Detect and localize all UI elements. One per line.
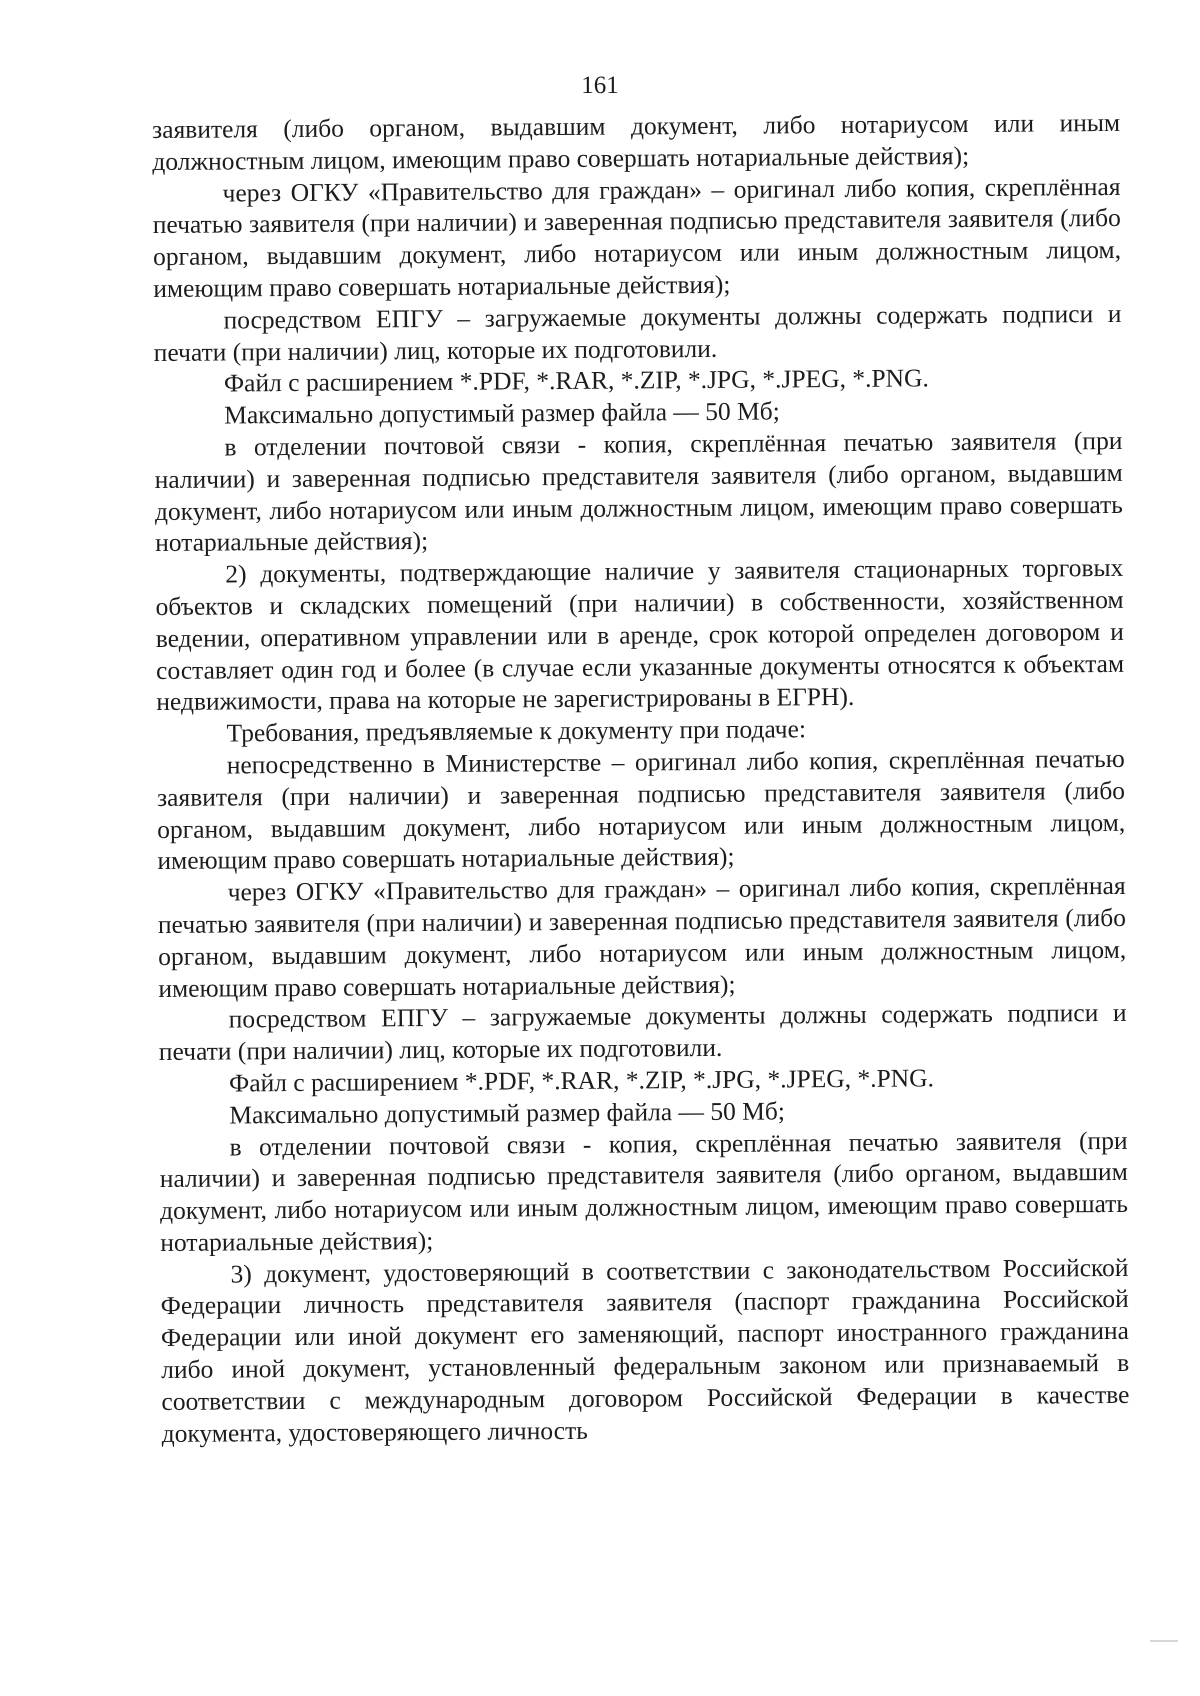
- document-body: [152, 107, 1130, 1450]
- scan-artifact: [1150, 1640, 1178, 1642]
- paragraph: через ОГКУ «Правительство для граждан» – оригинал либо копия, скреплённая печатью заявителя (при наличии) и заверенная подписью представителя заявителя (либо органом, выдавшим документ, либо нотариусом или иным должностным лицом, имеющим право совершать нотариальные действия);: [152, 171, 1122, 303]
- paragraph: заявителя (либо органом, выдавшим документ, либо нотариусом или иным должностным лицом, имеющим право совершать нотариальные действия);: [152, 107, 1121, 176]
- paragraph: посредством ЕПГУ – загружаемые документы должны содержать подписи и печати (при наличии) лиц, которые их подготовили.: [158, 998, 1127, 1067]
- paragraph: в отделении почтовой связи - копия, скреплённая печатью заявителя (при наличии) и заверенная подписью представителя заявителя (либо органом, выдавшим документ, либо нотариусом или иным должностным лицом, имеющим право совершать нотариальные действия);: [159, 1125, 1129, 1257]
- paragraph: Файл с расширением *.PDF, *.RAR, *.ZIP, *.JPG, *.JPEG, *.PNG.: [228, 1063, 935, 1098]
- paragraph: посредством ЕПГУ – загружаемые документы должны содержать подписи и печати (при наличии) лиц, которые их подготовили.: [153, 298, 1122, 367]
- paragraph: непосредственно в Министерстве – оригинал либо копия, скреплённая печатью заявителя (при наличии) и заверенная подписью представителя заявителя (либо органом, выдавшим документ, либо нотариусом или иным должностным лицом, имеющим право совершать нотариальные действия);: [156, 743, 1126, 876]
- paragraph: Максимально допустимый размер файла — 50 Мб;: [229, 1096, 786, 1130]
- paragraph: 2) документы, подтверждающие наличие у заявителя стационарных торговых объектов и складских помещений (при наличии) в собственности, хозяйственном ведении, оперативном управлении или в аренде, срок которой определен договором и составляет один год и более (в случае если указанные документы относятся к объектам недвижимости, права на которые не зарегистрированы в ЕГРН).: [155, 553, 1125, 717]
- paragraph: Максимально допустимый размер файла — 50 Мб;: [224, 396, 780, 430]
- page-number: 161: [581, 72, 619, 99]
- paragraph: Требования, предъявляемые к документу при подаче:: [226, 714, 807, 748]
- paragraph: в отделении почтовой связи - копия, скреплённая печатью заявителя (при наличии) и заверенная подписью представителя заявителя (либо органом, выдавшим документ, либо нотариусом или иным должностным лицом, имеющим право совершать нотариальные действия);: [154, 425, 1123, 558]
- paragraph: Файл с расширением *.PDF, *.RAR, *.ZIP, *.JPG, *.JPEG, *.PNG.: [223, 363, 929, 398]
- paragraph: через ОГКУ «Правительство для граждан» – оригинал либо копия, скреплённая печатью заявителя (при наличии) и заверенная подписью представителя заявителя (либо органом, выдавшим документ, либо нотариусом или иным должностным лицом, имеющим право совершать нотариальные действия);: [157, 871, 1127, 1003]
- paragraph: 3) документ, удостоверяющий в соответствии с законодательством Российской Федерации личность представителя заявителя (паспорт гражданина Российской Федерации или иной документ его заменяющий, паспорт иностранного гражданина либо иной документ, установленный федеральным законом или признаваемый в соответствии с международным договором Российской Федерации в качестве документа, удостоверяющего личность: [160, 1252, 1130, 1448]
